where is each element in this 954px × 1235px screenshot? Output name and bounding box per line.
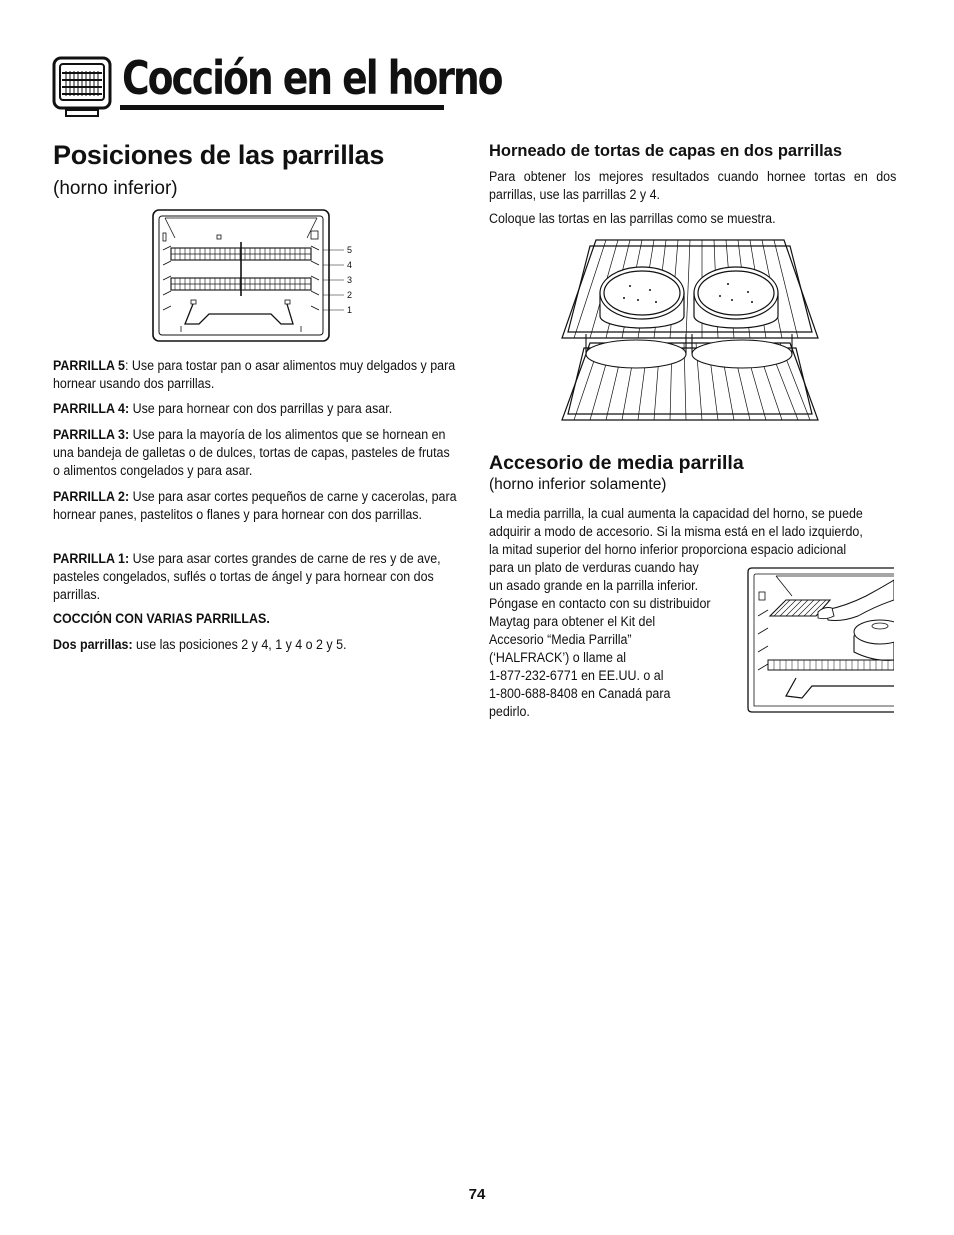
header-rule: [120, 105, 444, 110]
rack-text: Use para asar cortes grandes de carne de res y de ave, pasteles congelados, suflés o tortas de ángel y para hornear con dos parrillas.: [53, 551, 441, 602]
rack-number-1: 1: [347, 305, 353, 315]
oven-rack-positions-diagram: [151, 208, 361, 343]
cake-paragraph-2: Coloque las tortas en las parrillas como se muestra.: [489, 211, 776, 226]
half-rack-accessory-diagram: [746, 566, 894, 714]
rack-3-description: [53, 426, 458, 480]
rack-label: PARRILLA 2:: [53, 489, 130, 504]
rack-number-3: 3: [347, 275, 353, 285]
half-rack-section-subtitle: (horno inferior solamente): [489, 476, 667, 493]
rack-5-description: PARRILLA 5: Use para tostar pan o asar alimentos muy delgados y para hornear usando dos parrillas.: [53, 358, 456, 391]
rack-2-description: [53, 488, 458, 524]
rack-4-description: [53, 400, 458, 418]
half-rack-paragraph-top: La media parrilla, la cual aumenta la capacidad del horno, se puede adquirir a modo de accesorio. Si la misma está en el lado izquierdo, la mitad superior del horno inferior proporciona espacio adicional: [489, 506, 863, 557]
rack-1-description: [53, 550, 462, 604]
two-rack-cakes-diagram: [560, 238, 820, 423]
multi-rack-heading: COCCIÓN CON VARIAS PARRILLAS.: [53, 611, 270, 626]
rack-text: Use para tostar pan o asar alimentos muy delgados y para hornear usando dos parrillas.: [53, 358, 456, 391]
rack-text: Use para hornear con dos parrillas y para asar.: [132, 401, 393, 416]
section-title: Posiciones de las parrillas: [53, 140, 385, 170]
page-number: 74: [468, 1186, 486, 1203]
rack-text: Use para la mayoría de los alimentos que se hornean en una bandeja de galletas o de dulces, tortas de capas, pasteles de frutas o alimentos congelados y para asar.: [53, 427, 450, 478]
rack-number-2: 2: [347, 290, 353, 300]
page-title: Cocción en el horno: [122, 51, 502, 105]
rack-label: PARRILLA 3:: [53, 427, 130, 442]
two-racks-label: Dos parrillas:: [53, 637, 133, 652]
rack-label: PARRILLA 1:: [53, 551, 130, 566]
rack-label: PARRILLA 4:: [53, 401, 130, 416]
rack-label: PARRILLA 5: [53, 358, 125, 373]
two-racks-text: use las posiciones 2 y 4, 1 y 4 o 2 y 5.: [132, 637, 347, 652]
rack-text: Use para asar cortes pequeños de carne y cacerolas, para hornear panes, pastelitos o flanes y para hornear con dos parrillas.: [53, 489, 457, 522]
section-subtitle: (horno inferior): [53, 178, 178, 199]
half-rack-paragraph-wrap: para un plato de verduras cuando hay un asado grande en la parrilla inferior. Póngase en contacto con su distribuidor Maytag para obtener el Kit del Accesorio “Media Parrilla” (‘HALFRACK’) o llame al 1-877-232-6771 en EE.UU. o al 1-800-688-8408 en Canadá para pedirlo.: [489, 560, 711, 719]
two-racks-note: [53, 636, 458, 654]
half-rack-section-title: Accesorio de media parrilla: [489, 452, 744, 474]
oven-icon: [52, 56, 112, 118]
rack-number-4: 4: [347, 260, 353, 270]
cake-paragraph-1: Para obtener los mejores resultados cuando hornee tortas en dos parrillas, use las parrillas 2 y 4.: [489, 169, 897, 202]
cake-section-title: Horneado de tortas de capas en dos parrillas: [489, 142, 843, 160]
rack-number-5: 5: [347, 245, 353, 255]
